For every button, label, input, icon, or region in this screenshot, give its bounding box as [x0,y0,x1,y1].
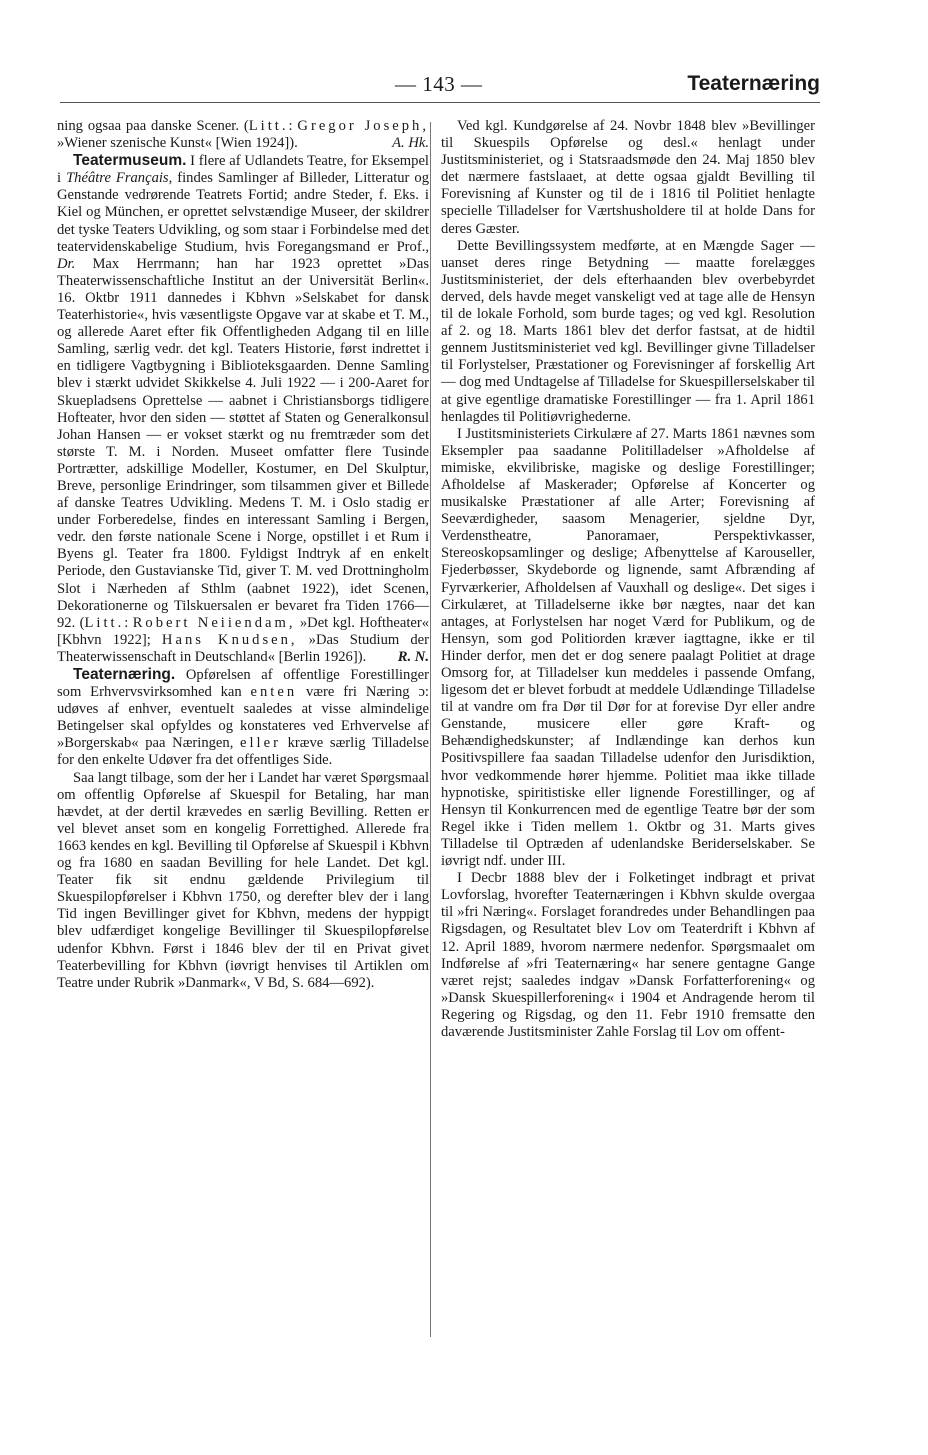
left-column [57,118,429,992]
paragraph: Saa langt tilbage, som der her i Landet har været Spørgsmaal om offentlig Opførelse af Skuespil for Betaling, har man hævdet, at der dertil krævedes en særlig Bevilling. Retten er vel blevet anset som en kongelig Forrettighed. Allerede fra 1663 kendes en kgl. Bevilling til Opførelse af Skuespil i Kbhvn og fra 1680 en saadan Bevilling for hele Landet. Det kgl. Teater fik sit endnu gældende Privilegium til Skuespilopførelser i Kbhvn 1750, og derefter blev der i lang Tid ingen Bevillinger givet for Kbhvn, medens der hyppigt blev udfærdiget kongelige Bevillinger til Skuespilopførelse udenfor Kbhvn. Først i 1846 blev der til en Privat givet Teaterbevilling for Kbhvn (iøvrigt henvises til Artiklen om Teatre under Rubrik »Danmark«, V Bd, S. 684—692). [57,769,429,991]
paragraph: Dette Bevillingssystem medførte, at en Mængde Sager — uanset deres ringe Betydning — maatte forelægges Justitsministeriet, der dels efterhaanden blev overbebyrdet derved, dels havde meget vanskeligt ved at tage alle de Hensyn til de lokale Forhold, som burde tages; og ved kgl. Resolution af 2. og 18. Marts 1861 blev det derfor fastsat, at de hidtil gennem Justitsministeriet ved kgl. Bevillinger givne Tilladelser til Forlystelser, Præstationer og Forevisninger af forskellig Art — dog med Undtagelse af Tilladelse for Skuespillerselskaber til at give egentlige dramatiske Forestillinger — fra 1. April 1861 henlagdes til Politiøvrighederne. [441,237,815,425]
header-rule [60,102,820,103]
page-number: — 143 — [395,72,483,96]
entry-teatermuseum: Teatermuseum. I flere af Udlandets Teatre, for Eksempel i Théâtre Français, findes Samlinger af Billeder, Litteratur og Genstande vedrørende Teatrets Fortid; andre Steder, f. Eks. i Kiel og München, er oprettet selvstændige Museer, der skildrer det tyske Teaters Udvikling, og som staar i Forbindelse med det teatervidenskabelige Studium, hvis Foregangsmand er Prof., Dr. Max Herrmann; han har 1923 oprettet »Das Theaterwissenschaftliche Institut an der Universität Berlin«. 16. Oktbr 1911 dannedes i Kbhvn »Selskabet for dansk Teaterhistorie«, hvis væsentligste Opgave var at skabe et T. M., og allerede Aaret efter fik Offentligheden Adgang til en lille Samling, særlig vedr. det kgl. Teaters Historie, først indrettet i en tidligere Vagtbygning i Biblioteksgaarden. Denne Samling blev i stærkt udvidet Skikkelse 4. Juli 1922 — i 200-Aaret for Skuepladsens Oprettelse — aabnet i Christiansborgs tidligere Hofteater, hvor den siden — støttet af Staten og Generalkonsul Johan Hansen — er vokset stærkt og nu fremtræder som det største T. M. i Norden. Museet omfatter flere Tusinde Portrætter, adskillige Modeller, Kostumer, en Del Skulptur, Breve, personlige Erindringer, som tilsammen giver et Billede af danske Teatres Udvikling. Medens T. M. i Oslo stadig er under Forberedelse, findes en interessant Samling i Bergen, vedr. den første nationale Scene i Norge, opstillet i et Rum i Byens gl. Teater fra 1800. Fyldigst Indtryk af en enkelt Periode, den Gustavianske Tid, giver T. M. ved Drottningholm Slot i Nærheden af Sthlm (aabnet 1922), idet Scenen, Dekorationerne og Tilskuersalen er bevaret fra Tiden 1766—92. (Litt.: Robert Neiiendam, »Det kgl. Hoftheater« [Kbhvn 1922]; Hans Knudsen, »Das Studium der Theaterwissenschaft in Deutschland« [Berlin 1926]). R. N. [57,152,430,665]
entry-teaternaering: Teaternæring. Opførelsen af offentlige Forestillinger som Erhvervsvirksomhed kan enten være fri Næring ɔ: udøves af enhver, eventuelt saaledes at visse almindelige Betingelser skal opfyldes og konstateres ved Erhvervelse af »Borgerskab« paa Næringen, eller kræve særlig Tilladelse for den enkelte Udøver fra det offentliges Side. [57,666,429,769]
column-divider [430,122,431,1337]
author-signature: R. N. [397,648,429,665]
paragraph: I Decbr 1888 blev der i Folketinget indbragt et privat Lovforslag, hvorefter Teaternæringen i Kbhvn skulde overgaa til »fri Næring«. Forslaget forandredes under Behandlingen paa Rigsdagen, og Resultatet blev Lov om Teaterdrift i Kbhvn af 12. April 1889, hvorom nærmere nedenfor. Spørgsmaalet om Indførelse af »fri Teaternæring« har senere gentagne Gange været rejst; saaledes indgav »Dansk Forfatterforening« og »Dansk Skuespillerforening« i 1904 et Andragende herom til Regering og Rigsdag, og den 11. Febr 1910 fremsatte den daværende Justitsminister Zahle Forslag til Lov om offent- [441,870,815,1040]
entry-heading: Teaternæring. [73,666,176,683]
paragraph-continuation: ning ogsaa paa danske Scener. (Litt.: Gregor Joseph, »Wiener szenische Kunst« [Wien 1924]). A. Hk. [57,118,430,152]
running-head: Teaternæring [687,72,820,95]
entry-heading: Teatermuseum. [73,152,187,170]
author-signature: A. Hk. [392,135,429,152]
paragraph: I Justitsministeriets Cirkulære af 27. Marts 1861 nævnes som Eksempler paa saadanne Politilladelser »Afholdelse af mimiske, ekvilibriske, magiske og deslige Forestillinger; Afholdelse af Maskerader; Opførelse af Koncerter og musikalske Præstationer af alle Arter; Forevisning af Seeværdigheder, saasom Menagerier, sjeldne Dyr, Verdenstheatre, Panoramaer, Perspektivkasser, Stereoskopsamlinger og deslige; Afbenyttelse af Karouseller, Fjederbøsser, Skydeborde og lignende, samt Afbrænding af Fyrværkerier, Afholdelsen af Vauxhall og deslige«. Det siges i Cirkulæret, at Tilladelserne ikke bør nægtes, naar det kan antages, at Forlystelsen har noget Værd for Publikum, og de Hensyn, som god Politiorden kræver iagttagne, ikke er til Hinder derfor, men det er dog senere paalagt Politiet at drage Omsorg for, at Tilladelser kun meddeles i passende Omfang, ligesom det er blevet forbudt at meddele Udlændinge Tilladelse til at vandre om fra Dør til Dør for at forevise Dyr eller andre Genstande, musicere eller gøre Kraft- og Behændighedskunster; af Indlændinge kan derhos kun Positivspillere faa saadan Tilladelse udenfor den Jurisdiktion, hvor vedkommende hører hjemme. Politiet maa ikke tillade hypnotiske, spiritistiske eller lignende Forestillinger, og af Hensyn til Konkurrencen med de egentlige Teatre bør der som Regel ikke i Tiden mellem 1. Oktbr og 31. Marts gives Tilladelse til Optræden af udenlandske Beriderselskaber. Se iøvrigt ndf. under III. [441,425,815,870]
page-header [60,72,820,98]
right-column [441,118,815,1041]
paragraph: Ved kgl. Kundgørelse af 24. Novbr 1848 blev »Bevillinger til Skuespils Opførelse og desl.« henlagt under Justitsministeriet, og i Statsraadsmøde den 24. Maj 1850 blev det nærmere fastslaaet, at dette ogsaa gjaldt Bevilling til Forevisning af Kunster og til de i 1816 til Politiet henlagte specielle Tilladelser for Værtshusholdere til at holde Dans for deres Gæster. [441,118,815,237]
